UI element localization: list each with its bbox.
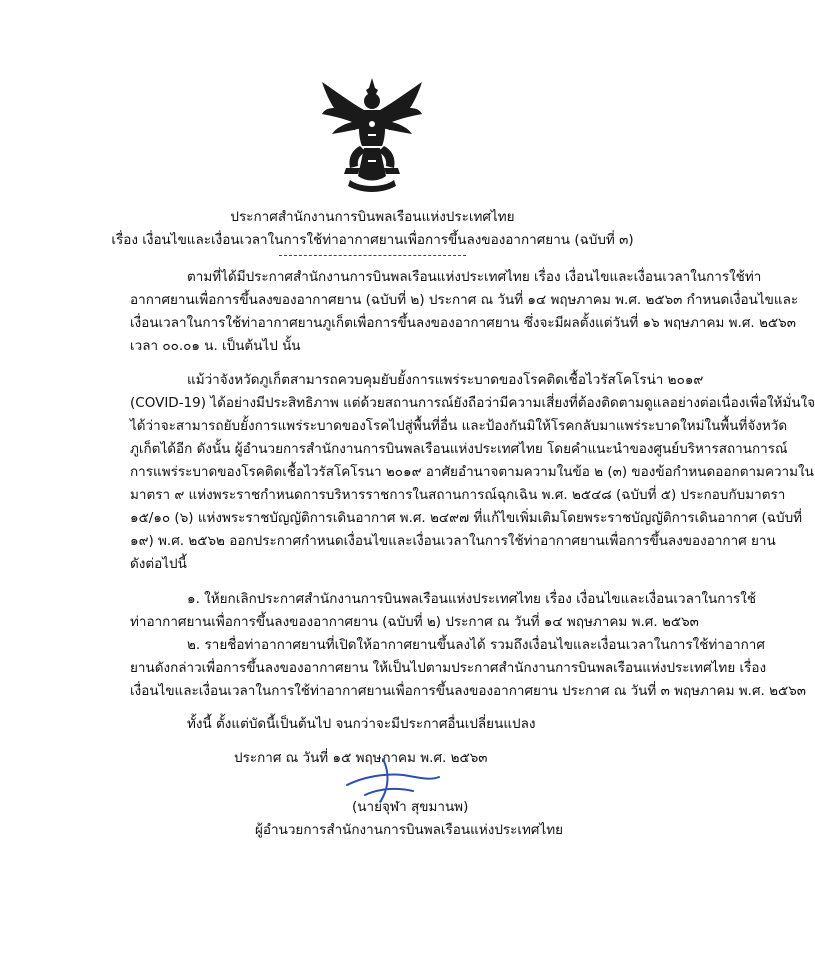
paragraph-1-line: อากาศยานเพื่อการขึ้นลงของอากาศยาน (ฉบับที่ ๒) ประกาศ ณ วันที่ ๑๔ พฤษภาคม พ.ศ. ๒๕๖๓ กำหนดเงื่อนไขและ bbox=[130, 292, 799, 308]
paragraph-2-line: มาตรา ๙ แห่งพระราชกำหนดการบริหารราชการในสถานการณ์ฉุกเฉิน พ.ศ. ๒๕๔๘ (ฉบับที่ ๕) ประกอบกับมาตรา bbox=[130, 487, 786, 503]
paragraph-2-line: ภูเก็ตได้อีก ดังนั้น ผู้อำนวยการสำนักงานการบินพลเรือนแห่งประเทศไทย โดยคำแนะนำของศูนย์บริหารสถานการณ์ bbox=[130, 441, 788, 457]
item-1-line: ๑. ให้ยกเลิกประกาศสำนักงานการบินพลเรือนแห่งประเทศไทย เรื่อง เงื่อนไขและเงื่อนเวลาในการใช้ bbox=[187, 591, 757, 607]
signatory-position: ผู้อำนวยการสำนักงานการบินพลเรือนแห่งประเทศไทย bbox=[255, 822, 564, 838]
paragraph-1-line: ตามที่ได้มีประกาศสำนักงานการบินพลเรือนแห่งประเทศไทย เรื่อง เงื่อนไขและเงื่อนเวลาในการใช้ท่า bbox=[187, 269, 762, 285]
paragraph-2-line: แม้ว่าจังหวัดภูเก็ตสามารถควบคุมยับยั้งการแพร่ระบาดของโรคติดเชื้อไวรัสโคโรน่า ๒๐๑๙ bbox=[187, 372, 704, 388]
header-divider bbox=[279, 255, 466, 256]
paragraph-1-line: เวลา ๐๐.๐๑ น. เป็นต้นไป นั้น bbox=[130, 338, 301, 354]
item-2-line: เงื่อนไขและเงื่อนเวลาในการใช้ท่าอากาศยานเพื่อการขึ้นลงของอากาศยาน ประกาศ ณ วันที่ ๓ พฤษภาคม พ.ศ. ๒๕๖๓ bbox=[130, 683, 807, 699]
item-1-line: ท่าอากาศยานเพื่อการขึ้นลงของอากาศยาน (ฉบับที่ ๒) ประกาศ ณ วันที่ ๑๔ พฤษภาคม พ.ศ. ๒๕๖๓ bbox=[130, 614, 699, 630]
paragraph-2-line: ได้ว่าจะสามารถยับยั้งการแพร่ระบาดของโรคไปสู่พื้นที่อื่น และป้องกันมิให้โรคกลับมาแพร่ระบาดใหม่ในพื้นที่จังหวัด bbox=[130, 418, 788, 434]
paragraph-2-line: การแพร่ระบาดของโรคติดเชื้อไวรัสโคโรนา ๒๐๑๙ อาศัยอำนาจตามความในข้อ ๒ (๓) ของข้อกำหนดออกตามความใน bbox=[130, 464, 814, 480]
paragraph-1-line: เงื่อนเวลาในการใช้ท่าอากาศยานภูเก็ตเพื่อการขึ้นลงของอากาศยาน ซึ่งจะมีผลตั้งแต่วันที่ ๑๖ พฤษภาคม พ.ศ. ๒๕๖๓ bbox=[130, 315, 796, 331]
announcement-title: ประกาศสำนักงานการบินพลเรือนแห่งประเทศไทย bbox=[230, 209, 515, 225]
announcement-date: ประกาศ ณ วันที่ ๑๕ พฤษภาคม พ.ศ. ๒๕๖๓ bbox=[234, 750, 488, 766]
item-2-line: ๒. รายชื่อท่าอากาศยานที่เปิดให้อากาศยานขึ้นลงได้ รวมถึงเงื่อนไขและเงื่อนเวลาในการใช้ท่าอากาศ bbox=[187, 637, 765, 653]
garuda-emblem-icon bbox=[320, 76, 424, 194]
paragraph-2-line: ๑๕/๑๐ (๖) แห่งพระราชบัญญัติการเดินอากาศ พ.ศ. ๒๔๙๗ ที่แก้ไขเพิ่มเติมโดยพระราชบัญญัติการเดินอากาศ (ฉบับที่ bbox=[130, 510, 803, 526]
paragraph-2-line: (COVID-19) ได้อย่างมีประสิทธิภาพ แต่ด้วยสถานการณ์ยังถือว่ามีความเสี่ยงที่ต้องติดตามดูแลอย่างต่อเนื่องเพื่อให้มั่นใจ bbox=[130, 395, 815, 411]
effective-statement: ทั้งนี้ ตั้งแต่บัดนี้เป็นต้นไป จนกว่าจะมีประกาศอื่นเปลี่ยนแปลง bbox=[187, 716, 536, 732]
item-2-line: ยานดังกล่าวเพื่อการขึ้นลงของอากาศยาน ให้เป็นไปตามประกาศสำนักงานการบินพลเรือนแห่งประเทศไทย เรื่อง bbox=[130, 660, 767, 676]
paragraph-2-line: ๑๙) พ.ศ. ๒๕๖๒ ออกประกาศกำหนดเงื่อนไขและเงื่อนเวลาในการใช้ท่าอากาศยานเพื่อการขึ้นลงของอากาศ ยาน bbox=[130, 533, 776, 549]
signatory-name: (นายจุฬา สุขมานพ) bbox=[352, 799, 469, 815]
paragraph-2-line: ดังต่อไปนี้ bbox=[130, 556, 187, 572]
announcement-subject: เรื่อง เงื่อนไขและเงื่อนเวลาในการใช้ท่าอากาศยานเพื่อการขึ้นลงของอากาศยาน (ฉบับที่ ๓) bbox=[111, 232, 634, 248]
